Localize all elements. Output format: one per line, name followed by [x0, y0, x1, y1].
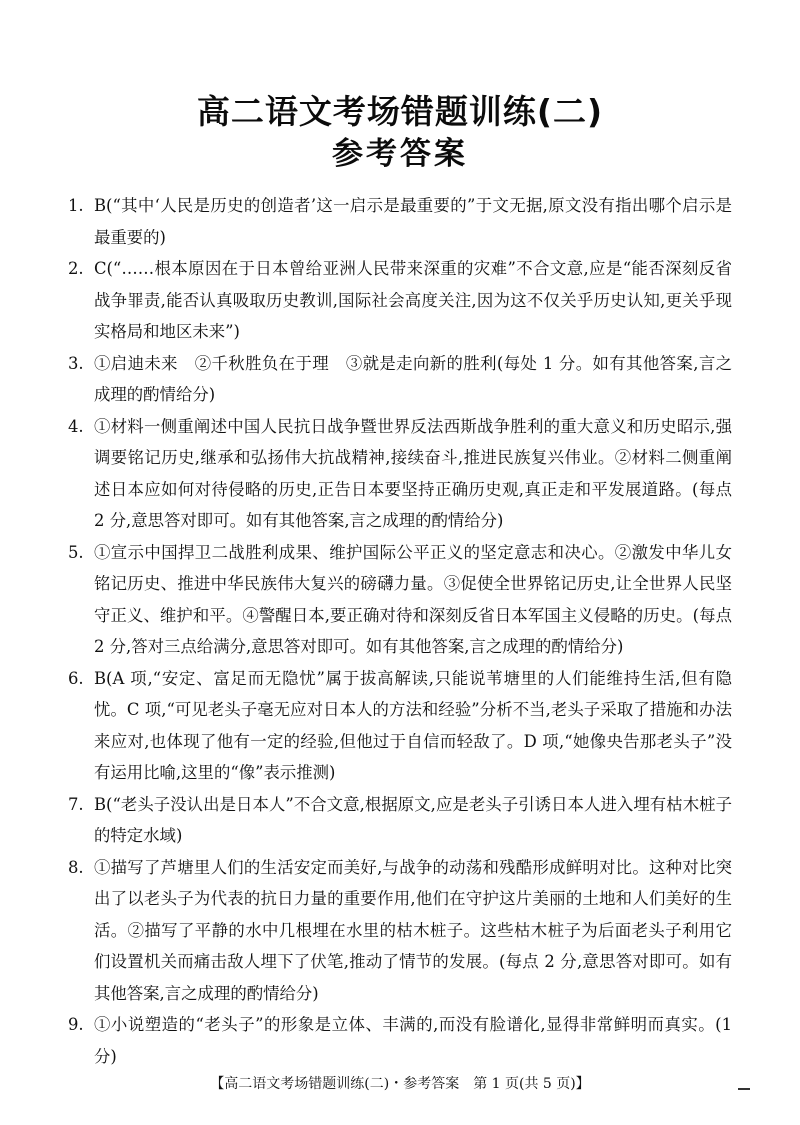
answer-number: 2.	[68, 259, 84, 278]
answer-item-2	[68, 253, 732, 348]
answer-number: 3.	[68, 353, 84, 373]
answer-text: B(“老头子没认出是日本人”不合文意,根据原文,应是老头子引诱日本人进入埋有枯木桩子的特定水域)	[94, 794, 732, 845]
answer-text: ①启迪未来 ②千秋胜负在于理 ③就是走向新的胜利(每处 1 分。如有其他答案,言之成理的酌情给分)	[94, 353, 732, 404]
answer-text: ①宣示中国捍卫二战胜利成果、维护国际公平正义的坚定意志和决心。②激发中华儿女铭记历史、推进中华民族伟大复兴的磅礴力量。③促使全世界铭记历史,让全世界人民坚守正义、维护和平。④警醒日本,要正确对待和深刻反省日本军国主义侵略的历史。(每点 2 分,答对三点给满分,意思答对即可。如有其他答案,言之成理的酌情给分)	[94, 542, 732, 656]
answer-number: 9.	[68, 1015, 84, 1034]
corner-mark	[738, 1088, 750, 1090]
page-subtitle: 参考答案	[332, 136, 468, 172]
answer-text: B(A 项,“安定、富足而无隐忧”属于拔高解读,只能说苇塘里的人们能维持生活,但有隐忧。C 项,“可见老头子毫无应对日本人的方法和经验”分析不当,老头子采取了措施和办法来应对,也体现了他有一定的经验,但他过于自信而轻敌了。D 项,“她像央告那老头子”没有运用比喻,这里的“像”表示推测)	[94, 668, 732, 782]
answer-item-9	[68, 1009, 732, 1072]
answer-item-6	[68, 663, 732, 789]
answer-number: 5.	[68, 542, 84, 562]
answer-number: 8.	[68, 857, 84, 877]
answer-item-1	[68, 190, 732, 253]
answer-text: ①小说塑造的“老头子”的形象是立体、丰满的,而没有脸谱化,显得非常鲜明而真实。(1 分)	[94, 1015, 732, 1066]
answer-text: ①描写了芦塘里人们的生活安定而美好,与战争的动荡和残酷形成鲜明对比。这种对比突出了以老头子为代表的抗日力量的重要作用,他们在守护这片美丽的土地和人们美好的生活。②描写了平静的水中几根埋在水里的枯木桩子。这些枯木桩子为后面老头子利用它们设置机关而痛击敌人埋下了伏笔,推动了情节的发展。(每点 2 分,意思答对即可。如有其他答案,言之成理的酌情给分)	[94, 857, 732, 1003]
answer-item-3	[68, 348, 732, 411]
page-footer: 【高二语文考场错题训练(二)・参考答案 第 1 页(共 5 页)】	[210, 1076, 590, 1092]
answer-text: C(“……根本原因在于日本曾给亚洲人民带来深重的灾难”不合文意,应是“能否深刻反省战争罪责,能否认真吸取历史教训,国际社会高度关注,因为这不仅关乎历史认知,更关乎现实格局和地区未来”)	[94, 259, 732, 341]
answer-list	[68, 190, 732, 1072]
answer-number: 7.	[68, 794, 84, 814]
answer-number: 1.	[68, 196, 84, 215]
answer-item-8	[68, 852, 732, 1010]
answer-item-7	[68, 789, 732, 852]
answer-text: B(“其中‘人民是历史的创造者’这一启示是最重要的”于文无据,原文没有指出哪个启示是最重要的)	[94, 196, 732, 247]
answer-item-5	[68, 537, 732, 663]
answer-number: 4.	[68, 416, 84, 436]
page-title: 高二语文考场错题训练(二)	[196, 92, 604, 131]
answer-number: 6.	[68, 668, 84, 688]
answer-item-4	[68, 411, 732, 537]
answer-text: ①材料一侧重阐述中国人民抗日战争暨世界反法西斯战争胜利的重大意义和历史昭示,强调要铭记历史,继承和弘扬伟大抗战精神,接续奋斗,推进民族复兴伟业。②材料二侧重阐述日本应如何对待侵略的历史,正告日本要坚持正确历史观,真正走和平发展道路。(每点 2 分,意思答对即可。如有其他答案,言之成理的酌情给分)	[94, 416, 732, 530]
